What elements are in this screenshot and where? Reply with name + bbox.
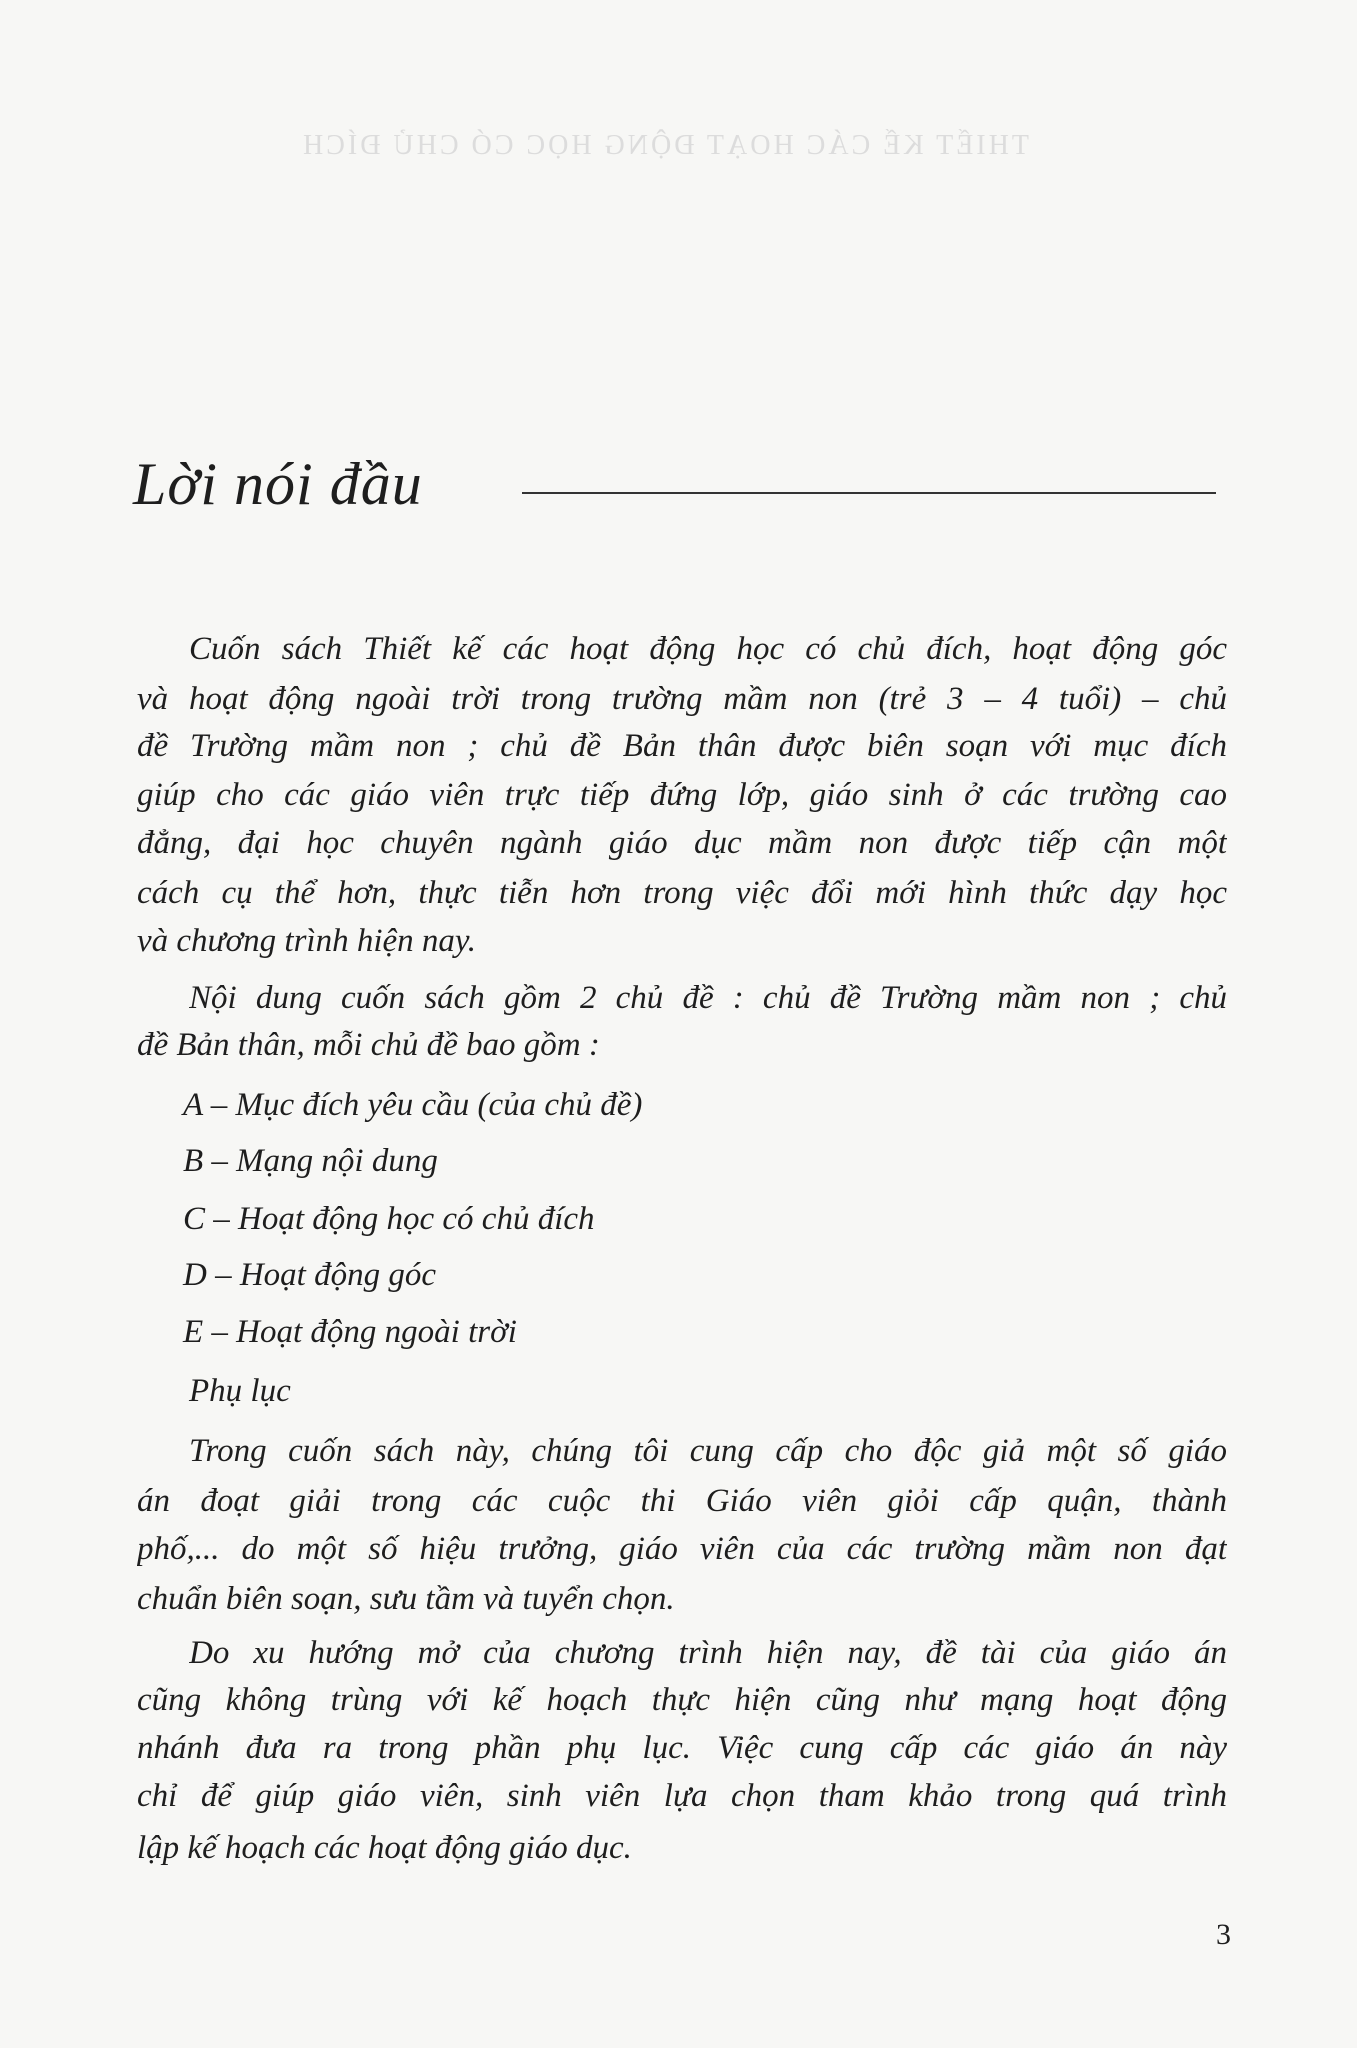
list-item: B – Mạng nội dung bbox=[183, 1143, 438, 1179]
list-item: C – Hoạt động học có chủ đích bbox=[183, 1201, 595, 1237]
text-line: Nội dung cuốn sách gồm 2 chủ đề : chủ đề Trường mầm non ; chủ bbox=[189, 980, 1227, 1016]
text-line: phố,... do một số hiệu trưởng, giáo viên của các trường mầm non đạt bbox=[137, 1531, 1227, 1567]
list-item: D – Hoạt động góc bbox=[183, 1257, 436, 1293]
text-line: giúp cho các giáo viên trực tiếp đứng lớp, giáo sinh ở các trường cao bbox=[137, 777, 1227, 813]
page-number: 3 bbox=[1216, 1918, 1231, 1951]
title-rule bbox=[522, 492, 1216, 494]
list-item: A – Mục đích yêu cầu (của chủ đề) bbox=[183, 1087, 643, 1123]
text-line: Trong cuốn sách này, chúng tôi cung cấp cho độc giả một số giáo bbox=[189, 1433, 1227, 1469]
text-line: đề Bản thân, mỗi chủ đề bao gồm : bbox=[137, 1027, 600, 1063]
list-item: Phụ lục bbox=[189, 1373, 291, 1409]
page-title: Lời nói đầu bbox=[133, 451, 423, 517]
text-line: chỉ để giúp giáo viên, sinh viên lựa chọn tham khảo trong quá trình bbox=[137, 1778, 1227, 1814]
text-line: Do xu hướng mở của chương trình hiện nay, đề tài của giáo án bbox=[189, 1635, 1227, 1671]
text-line: và hoạt động ngoài trời trong trường mầm non (trẻ 3 – 4 tuổi) – chủ bbox=[137, 681, 1227, 717]
text-line: chuẩn biên soạn, sưu tầm và tuyển chọn. bbox=[137, 1581, 675, 1617]
text-line: Cuốn sách Thiết kế các hoạt động học có chủ đích, hoạt động góc bbox=[189, 631, 1227, 667]
text-line: đẳng, đại học chuyên ngành giáo dục mầm non được tiếp cận một bbox=[137, 825, 1227, 861]
bleed-through-header: THIẾT KẾ CÁC HOẠT ĐỘNG HỌC CÓ CHỦ ĐÍCH bbox=[300, 130, 1029, 161]
text-line: và chương trình hiện nay. bbox=[137, 923, 476, 959]
text-line: cách cụ thể hơn, thực tiễn hơn trong việc đổi mới hình thức dạy học bbox=[137, 875, 1227, 911]
text-line: cũng không trùng với kế hoạch thực hiện cũng như mạng hoạt động bbox=[137, 1682, 1227, 1718]
text-line: nhánh đưa ra trong phần phụ lục. Việc cung cấp các giáo án này bbox=[137, 1730, 1227, 1766]
list-item: E – Hoạt động ngoài trời bbox=[183, 1314, 517, 1350]
text-line: án đoạt giải trong các cuộc thi Giáo viên giỏi cấp quận, thành bbox=[137, 1483, 1227, 1519]
text-line: đề Trường mầm non ; chủ đề Bản thân được biên soạn với mục đích bbox=[137, 728, 1227, 764]
text-line: lập kế hoạch các hoạt động giáo dục. bbox=[137, 1830, 632, 1866]
